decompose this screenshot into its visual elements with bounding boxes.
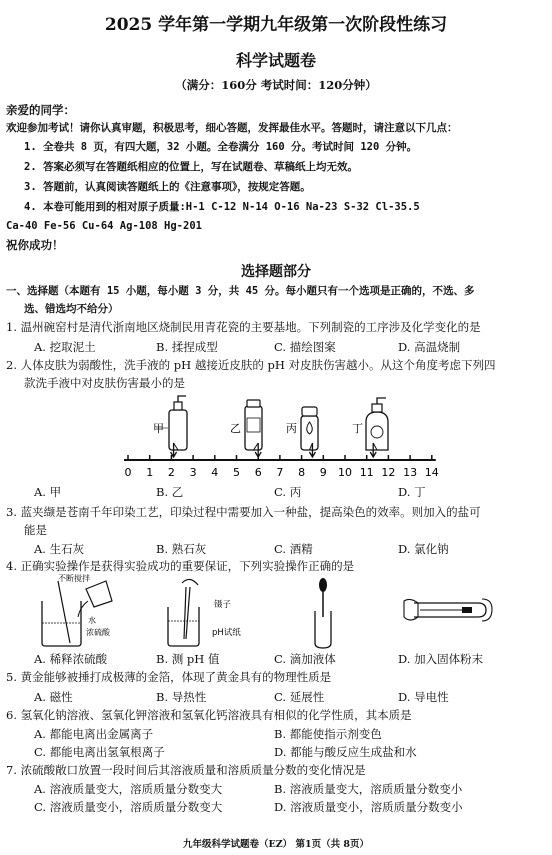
q5-option-d[interactable]: D. 导电性 bbox=[398, 690, 449, 704]
q2-option-b[interactable]: B. 乙 bbox=[156, 485, 184, 499]
q7-option-b[interactable]: B. 溶液质量变大，溶质质量分数变小 bbox=[274, 782, 463, 796]
ph-tick-label: 7 bbox=[276, 466, 284, 479]
ph-test-icon bbox=[168, 579, 199, 646]
ph-tick-label: 9 bbox=[319, 466, 327, 479]
ph-tick-label: 8 bbox=[298, 466, 306, 479]
q4-stem: 4. 正确实验操作是获得实验成功的重要保证，下列实验操作正确的是 bbox=[6, 559, 355, 573]
q6-stem: 6. 氢氧化钠溶液、氢氧化钾溶液和氢氧化钙溶液具有相似的化学性质，其本质是 bbox=[6, 708, 412, 722]
q3-option-b[interactable]: B. 熟石灰 bbox=[156, 542, 207, 556]
stir-label: 不断搅拌 bbox=[58, 574, 90, 583]
ph-tick-label: 5 bbox=[233, 466, 240, 479]
q4-option-c[interactable]: C. 滴加液体 bbox=[274, 652, 336, 666]
q1-option-d[interactable]: D. 高温烧制 bbox=[398, 340, 461, 354]
ph-tick-label: 12 bbox=[381, 466, 396, 479]
q5-stem: 5. 黄金能够被捶打成极薄的金箔，体现了黄金具有的物理性质是 bbox=[6, 670, 332, 684]
page-footer: 九年级科学试题卷（EZ） 第1页（共 8页） bbox=[182, 839, 369, 850]
bottle-yi-label: 乙 bbox=[230, 422, 241, 435]
tweezers-label: 镊子 bbox=[214, 600, 232, 610]
q5-option-c[interactable]: C. 延展性 bbox=[274, 690, 325, 704]
ph-tick-label: 0 bbox=[124, 466, 132, 479]
notice-item-5: Ca-40 Fe-56 Cu-64 Ag-108 Hg-201 bbox=[6, 220, 202, 232]
ph-tick-label: 11 bbox=[359, 466, 374, 479]
ph-tick-label: 4 bbox=[211, 466, 219, 479]
notice-intro: 欢迎参加考试！请你认真审题，积极思考，细心答题，发挥最佳水平。答题时，请注意以下几点： bbox=[6, 122, 458, 134]
q3-option-d[interactable]: D. 氯化钠 bbox=[398, 542, 449, 556]
ph-tick-label: 6 bbox=[254, 466, 262, 479]
bottle-yi-icon bbox=[245, 400, 262, 450]
q3-option-c[interactable]: C. 酒精 bbox=[274, 542, 313, 556]
ph-tick-label: 10 bbox=[338, 466, 352, 479]
q7-option-a[interactable]: A. 溶液质量变大，溶质质量分数变大 bbox=[34, 782, 223, 796]
q4-option-a[interactable]: A. 稀释浓硫酸 bbox=[34, 652, 108, 666]
bottle-jia-icon bbox=[169, 396, 187, 450]
q7-option-d[interactable]: D. 溶液质量变小，溶质质量分数变小 bbox=[274, 800, 463, 814]
lab-operations-figure bbox=[0, 573, 552, 649]
section-title: 选择题部分 bbox=[241, 264, 311, 280]
q2-option-a[interactable]: A. 甲 bbox=[34, 485, 62, 499]
powder-tube-icon bbox=[404, 599, 492, 621]
q3-option-a[interactable]: A. 生石灰 bbox=[34, 542, 85, 556]
q1-option-a[interactable]: A. 挖取泥土 bbox=[34, 340, 96, 354]
q6-option-c[interactable]: C. 都能电离出氢氧根离子 bbox=[34, 745, 165, 759]
q2-option-c[interactable]: C. 丙 bbox=[274, 485, 302, 499]
q3-stem-cont: 能是 bbox=[24, 523, 47, 537]
greeting: 亲爱的同学： bbox=[6, 103, 75, 117]
bottle-bing-label: 丙 bbox=[286, 422, 297, 435]
bottle-ding-label: 丁 bbox=[352, 422, 363, 435]
acid-label: 浓硫酸 bbox=[86, 628, 110, 637]
q2-option-d[interactable]: D. 丁 bbox=[398, 485, 426, 499]
score-info: （满分：160分 考试时间：120分钟） bbox=[175, 78, 377, 92]
ph-tick-label: 1 bbox=[146, 466, 154, 479]
q1-stem: 1. 温州碗窑村是清代浙南地区烧制民用青花瓷的主要基地。下列制瓷的工序涉及化学变化的是 bbox=[6, 320, 481, 334]
q4-option-b[interactable]: B. 测 pH 值 bbox=[156, 652, 220, 666]
q1-option-c[interactable]: C. 描绘图案 bbox=[274, 340, 336, 354]
ph-tick-label: 14 bbox=[424, 466, 439, 479]
notice-item-2: 2. 答案必须写在答题纸相应的位置上，写在试题卷、草稿纸上均无效。 bbox=[24, 161, 358, 173]
section-heading-cont: 选、错选均不给分） bbox=[24, 303, 119, 315]
ph-paper-label: pH试纸 bbox=[212, 628, 241, 638]
notice-item-3: 3. 答题前，认真阅读答题纸上的《注意事项》，按规定答题。 bbox=[24, 181, 311, 193]
q4-option-d[interactable]: D. 加入固体粉末 bbox=[398, 652, 484, 666]
notice-item-4: 4. 本卷可能用到的相对原子质量:H-1 C-12 N-14 O-16 Na-23 S-32 Cl-35.5 bbox=[24, 201, 420, 213]
q6-option-a[interactable]: A. 都能电离出金属离子 bbox=[34, 727, 154, 741]
water-label: 水 bbox=[88, 616, 96, 625]
ph-scale-figure bbox=[0, 392, 552, 484]
section-heading: 一、选择题（本题有 15 小题，每小题 3 分，共 45 分。每小题只有一个选项是正确的，不选、多 bbox=[6, 285, 475, 297]
q2-stem-cont: 款洗手液中对皮肤伤害最小的是 bbox=[24, 376, 185, 390]
q7-option-c[interactable]: C. 溶液质量变小，溶质质量分数变大 bbox=[34, 800, 223, 814]
q6-option-d[interactable]: D. 都能与酸反应生成盐和水 bbox=[274, 745, 417, 759]
q7-stem: 7. 浓硫酸敞口放置一段时间后其溶液质量和溶质质量分数的变化情况是 bbox=[6, 763, 366, 777]
q5-option-b[interactable]: B. 导热性 bbox=[156, 690, 207, 704]
dropper-icon bbox=[315, 578, 331, 648]
bottle-bing-icon bbox=[301, 407, 318, 450]
ph-tick-label: 3 bbox=[189, 466, 197, 479]
exam-subtitle: 科学试题卷 bbox=[235, 51, 316, 70]
q3-stem: 3. 蓝夹缬是苍南千年印染工艺，印染过程中需要加入一种盐，提高染色的效率。则加入的盐可 bbox=[6, 505, 481, 519]
bottle-ding-icon bbox=[366, 398, 388, 450]
q5-option-a[interactable]: A. 磁性 bbox=[34, 690, 73, 704]
ph-tick-label: 2 bbox=[167, 466, 175, 479]
notice-item-1: 1. 全卷共 8 页，有四大题，32 小题。全卷满分 160 分。考试时间 120 分钟。 bbox=[24, 141, 418, 153]
q2-stem: 2. 人体皮肤为弱酸性，洗手液的 pH 越接近皮肤的 pH 对皮肤伤害越小。从这个角度考虑下列四 bbox=[6, 358, 496, 372]
q1-option-b[interactable]: B. 揉捏成型 bbox=[156, 340, 218, 354]
ph-tick-label: 13 bbox=[403, 466, 418, 479]
q6-option-b[interactable]: B. 都能使指示剂变色 bbox=[274, 727, 382, 741]
bottle-jia-label: 甲 bbox=[153, 422, 164, 435]
notice-wish: 祝你成功！ bbox=[6, 238, 64, 252]
exam-title: 2025 学年第一学期九年级第一次阶段性练习 bbox=[104, 15, 448, 35]
